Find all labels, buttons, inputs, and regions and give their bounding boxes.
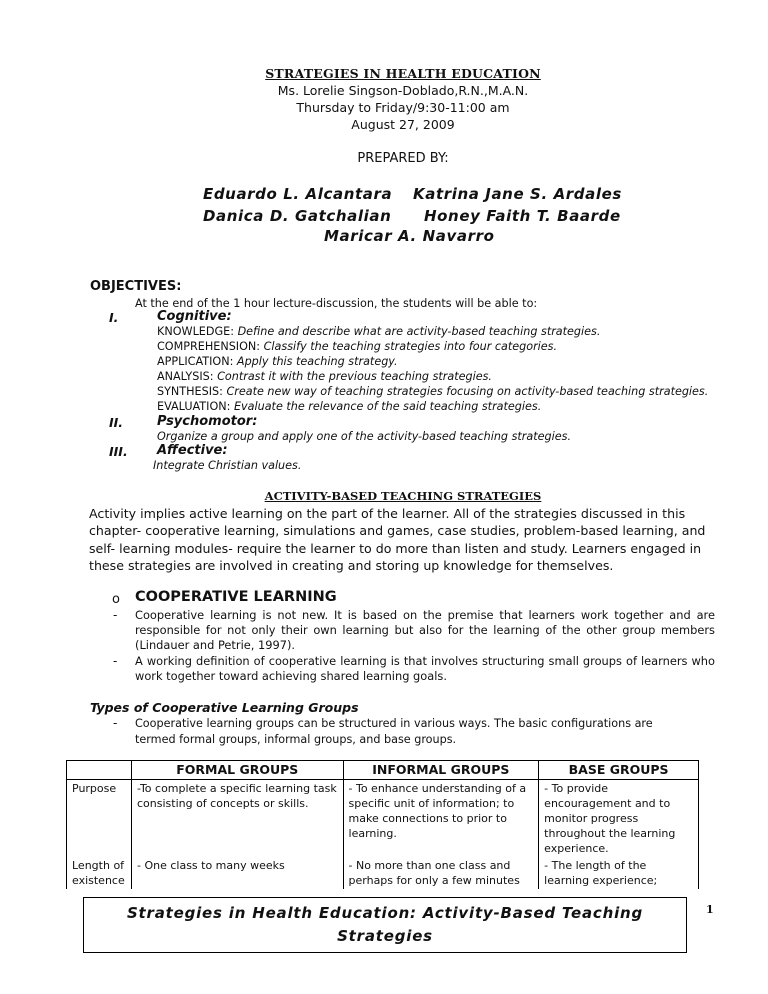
table-cell: -To complete a specific learning task consisting of concepts or skills. <box>131 780 343 858</box>
author-name: Honey Faith T. Baarde <box>424 207 621 225</box>
instructor-name: Ms. Lorelie Singson-Doblado,R.N.,M.A.N. <box>277 83 529 98</box>
circle-bullet-icon: o <box>112 592 120 607</box>
row-label: Purpose <box>67 780 132 858</box>
objectives-heading: OBJECTIVES: <box>90 279 182 294</box>
table-cell: - To provide encouragement and to monitor progress throughout the learning experience. <box>539 780 699 858</box>
affective-text: Integrate Christian values. <box>153 459 302 472</box>
author-name: Eduardo L. Alcantara <box>203 185 393 203</box>
psychomotor-heading: Psychomotor: <box>157 414 258 429</box>
table-header-cell: FORMAL GROUPS <box>131 761 343 780</box>
table-cell: - No more than one class and perhaps for only a few minutes <box>343 857 539 889</box>
author-name: Katrina Jane S. Ardales <box>413 185 622 203</box>
cognitive-heading: Cognitive: <box>157 309 232 324</box>
table-cell: - One class to many weeks <box>131 857 343 889</box>
objective-item: EVALUATION: Evaluate the relevance of the said teaching strategies. <box>157 400 542 413</box>
dash-bullet-icon: - <box>113 654 118 668</box>
affective-heading: Affective: <box>157 443 228 458</box>
objective-item: SYNTHESIS: Create new way of teaching strategies focusing on activity-based teaching strategies. <box>157 385 709 398</box>
row-label: Length of existence <box>67 857 132 889</box>
table-header-cell: INFORMAL GROUPS <box>343 761 539 780</box>
table-header-cell <box>67 761 132 780</box>
table-cell: - The length of the learning experience; <box>539 857 699 889</box>
table-row <box>67 857 699 889</box>
objectives-intro: At the end of the 1 hour lecture-discussion, the students will be able to: <box>135 297 538 310</box>
author-name: Danica D. Gatchalian <box>203 207 392 225</box>
dash-bullet-icon: - <box>113 716 118 730</box>
document-title: STRATEGIES IN HEALTH EDUCATION <box>265 66 541 81</box>
groups-table <box>66 760 699 889</box>
table-cell: - To enhance understanding of a specific unit of information; to make connections to prior to learning. <box>343 780 539 858</box>
table-header-cell: BASE GROUPS <box>539 761 699 780</box>
cooperative-point: A working definition of cooperative learning is that involves structuring small groups of learners who work together toward achieving shared learning goals. <box>135 654 715 684</box>
footer-text: Strategies in Health Education: Activity-Based Teaching Strategies <box>126 904 644 945</box>
table-header-row <box>67 761 699 780</box>
page-number: 1 <box>706 903 714 916</box>
objective-item: ANALYSIS: Contrast it with the previous teaching strategies. <box>157 370 492 383</box>
dash-bullet-icon: - <box>113 608 118 622</box>
author-name: Maricar A. Navarro <box>324 227 495 245</box>
class-schedule: Thursday to Friday/9:30-11:00 am <box>296 100 510 115</box>
affective-numeral: III. <box>109 444 128 459</box>
psychomotor-text: Organize a group and apply one of the activity-based teaching strategies. <box>157 430 571 443</box>
class-date: August 27, 2009 <box>351 117 455 132</box>
types-text: Cooperative learning groups can be structured in various ways. The basic configurations are termed formal groups, informal groups, and base groups. <box>135 717 653 746</box>
cognitive-numeral: I. <box>109 310 119 325</box>
objective-item: APPLICATION: Apply this teaching strategy. <box>157 355 398 368</box>
prepared-by-label: PREPARED BY: <box>357 151 449 166</box>
types-heading: Types of Cooperative Learning Groups <box>90 700 359 715</box>
objective-item: COMPREHENSION: Classify the teaching strategies into four categories. <box>157 340 558 353</box>
psychomotor-numeral: II. <box>109 415 124 430</box>
cooperative-learning-heading: COOPERATIVE LEARNING <box>135 589 337 605</box>
section-paragraph: Activity implies active learning on the part of the learner. All of the strategies discussed in this chapter- cooperative learning, simulations and games, case studies, problem-based learning, and self- learning modules- require the learner to do more than listen and study. Learners engaged in these strategies are involved in creating and storing up knowledge for themselves. <box>89 506 706 573</box>
section-title: ACTIVITY-BASED TEACHING STRATEGIES <box>264 489 542 503</box>
cooperative-point: Cooperative learning is not new. It is based on the premise that learners work together and are responsible for not only their own learning but also for the learning of the other group members (Lindauer and Petrie, 1997). <box>135 608 715 653</box>
objective-item: KNOWLEDGE: Define and describe what are activity-based teaching strategies. <box>157 325 601 338</box>
table-row <box>67 780 699 858</box>
